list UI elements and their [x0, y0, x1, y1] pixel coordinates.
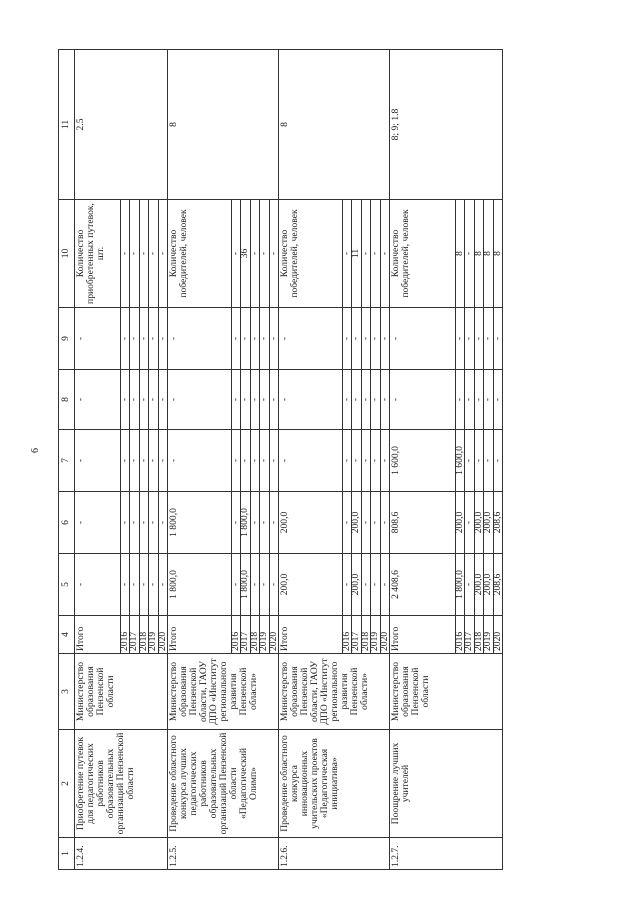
year-cell: 2018 — [361, 616, 371, 654]
value-cell-c9: - — [75, 308, 121, 370]
value-cell-c9: - — [130, 308, 140, 370]
column-header: 6 — [59, 492, 75, 554]
value-cell-c6: 1 800,0 — [168, 492, 232, 554]
column-header: 5 — [59, 554, 75, 616]
value-cell-c8: - — [139, 370, 149, 430]
indicator-value-cell: - — [371, 200, 381, 308]
year-cell: Итого — [279, 616, 343, 654]
value-cell-c6: 1 800,0 — [241, 492, 251, 554]
value-cell-c7: - — [465, 430, 475, 492]
value-cell-c7: - — [269, 430, 279, 492]
value-cell-c7: - — [493, 430, 503, 492]
value-cell-c5: 2 408,6 — [390, 554, 456, 616]
year-cell: 2019 — [260, 616, 270, 654]
value-cell-c5: 1 800,0 — [455, 554, 465, 616]
year-cell: Итого — [75, 616, 121, 654]
value-cell-c6: - — [380, 492, 390, 554]
indicator-value-cell: - — [149, 200, 159, 308]
value-cell-c6: 200,0 — [352, 492, 362, 554]
table-row — [75, 50, 121, 870]
value-cell-c9: - — [371, 308, 381, 370]
value-cell-c8: - — [250, 370, 260, 430]
indicator-label-cell: Количество приобретенных путевок, шт. — [75, 200, 121, 308]
value-cell-c8: - — [390, 370, 456, 430]
indicator-value-cell: - — [130, 200, 140, 308]
value-cell-c7: - — [342, 430, 352, 492]
indicator-value-cell: - — [342, 200, 352, 308]
value-cell-c5: - — [149, 554, 159, 616]
value-cell-c5: 1 800,0 — [168, 554, 232, 616]
value-cell-c8: - — [380, 370, 390, 430]
value-cell-c8: - — [342, 370, 352, 430]
value-cell-c5: 200,0 — [474, 554, 484, 616]
year-cell: 2019 — [484, 616, 494, 654]
column-header: 3 — [59, 654, 75, 730]
value-cell-c5: - — [75, 554, 121, 616]
value-cell-c6: - — [342, 492, 352, 554]
year-cell: 2017 — [352, 616, 362, 654]
column-header: 9 — [59, 308, 75, 370]
value-cell-c5: - — [158, 554, 168, 616]
value-cell-c5: 200,0 — [279, 554, 343, 616]
value-cell-c6: - — [361, 492, 371, 554]
value-cell-c6: - — [371, 492, 381, 554]
year-cell: 2016 — [231, 616, 241, 654]
executor-cell: Министерство образования Пензенской области, ГАОУ ДПО «Институт регионального развития Пензенской области» — [168, 654, 279, 730]
value-cell-c9: - — [474, 308, 484, 370]
executor-cell: Министерство образования Пензенской области — [75, 654, 168, 730]
value-cell-c7: - — [130, 430, 140, 492]
value-cell-c8: - — [231, 370, 241, 430]
indicator-value-cell: 11 — [352, 200, 362, 308]
value-cell-c8: - — [168, 370, 232, 430]
indicator-value-cell: 36 — [241, 200, 251, 308]
column-header: 7 — [59, 430, 75, 492]
value-cell-c5: 208,6 — [493, 554, 503, 616]
value-cell-c7: 1 600,0 — [390, 430, 456, 492]
value-cell-c7: - — [260, 430, 270, 492]
year-cell: Итого — [168, 616, 232, 654]
value-cell-c5: - — [260, 554, 270, 616]
value-cell-c9: - — [465, 308, 475, 370]
column-header: 2 — [59, 730, 75, 838]
link-cell: 8 — [168, 50, 279, 200]
value-cell-c7: - — [149, 430, 159, 492]
value-cell-c6: - — [130, 492, 140, 554]
value-cell-c6: 200,0 — [279, 492, 343, 554]
value-cell-c9: - — [352, 308, 362, 370]
value-cell-c5: - — [465, 554, 475, 616]
value-cell-c8: - — [352, 370, 362, 430]
column-header: 8 — [59, 370, 75, 430]
year-cell: 2017 — [130, 616, 140, 654]
value-cell-c7: - — [474, 430, 484, 492]
value-cell-c5: 200,0 — [484, 554, 494, 616]
value-cell-c9: - — [168, 308, 232, 370]
value-cell-c9: - — [269, 308, 279, 370]
header-row — [59, 50, 75, 870]
value-cell-c5: - — [361, 554, 371, 616]
value-cell-c6: 208,6 — [493, 492, 503, 554]
value-cell-c7: - — [168, 430, 232, 492]
indicator-value-cell: - — [269, 200, 279, 308]
indicator-value-cell: 8 — [455, 200, 465, 308]
value-cell-c6: - — [139, 492, 149, 554]
value-cell-c8: - — [371, 370, 381, 430]
indicator-label-cell: Количество победителей, человек — [390, 200, 456, 308]
value-cell-c9: - — [120, 308, 130, 370]
value-cell-c8: - — [149, 370, 159, 430]
value-cell-c6: 200,0 — [484, 492, 494, 554]
value-cell-c5: - — [231, 554, 241, 616]
year-cell: 2018 — [139, 616, 149, 654]
indicator-label-cell: Количество победителей, человек — [279, 200, 343, 308]
value-cell-c5: - — [371, 554, 381, 616]
value-cell-c7: - — [352, 430, 362, 492]
item-number-cell: 1.2.6. — [279, 838, 390, 870]
value-cell-c8: - — [279, 370, 343, 430]
indicator-value-cell: - — [465, 200, 475, 308]
value-cell-c7: - — [380, 430, 390, 492]
year-cell: 2016 — [120, 616, 130, 654]
value-cell-c8: - — [269, 370, 279, 430]
value-cell-c7: - — [250, 430, 260, 492]
indicator-value-cell: - — [250, 200, 260, 308]
item-name-cell: Проведение областного конкурса инновационных учительских проектов «Педагогическая инициатива» — [279, 730, 390, 838]
value-cell-c5: - — [342, 554, 352, 616]
value-cell-c6: - — [75, 492, 121, 554]
year-cell: Итого — [390, 616, 456, 654]
value-cell-c8: - — [130, 370, 140, 430]
value-cell-c9: - — [484, 308, 494, 370]
value-cell-c8: - — [241, 370, 251, 430]
value-cell-c9: - — [250, 308, 260, 370]
value-cell-c9: - — [241, 308, 251, 370]
year-cell: 2020 — [269, 616, 279, 654]
value-cell-c7: - — [75, 430, 121, 492]
value-cell-c9: - — [361, 308, 371, 370]
value-cell-c8: - — [120, 370, 130, 430]
value-cell-c5: - — [130, 554, 140, 616]
indicator-value-cell: 8 — [493, 200, 503, 308]
value-cell-c7: - — [241, 430, 251, 492]
value-cell-c9: - — [139, 308, 149, 370]
indicator-value-cell: - — [231, 200, 241, 308]
executor-cell: Министерство образования Пензенской области, ГАОУ ДПО «Институт регионального развития Пензенской области» — [279, 654, 390, 730]
column-header: 1 — [59, 838, 75, 870]
year-cell: 2020 — [493, 616, 503, 654]
value-cell-c6: - — [231, 492, 241, 554]
page-number: 6 — [30, 448, 41, 453]
value-cell-c9: - — [149, 308, 159, 370]
value-cell-c7: - — [361, 430, 371, 492]
item-name-cell: Проведение областного конкурса лучших педагогических работников образовательных организаций Пензенской области «Педагогический Олимп» — [168, 730, 279, 838]
value-cell-c9: - — [279, 308, 343, 370]
value-cell-c9: - — [158, 308, 168, 370]
value-cell-c7: - — [371, 430, 381, 492]
year-cell: 2016 — [342, 616, 352, 654]
year-cell: 2018 — [250, 616, 260, 654]
indicator-value-cell: - — [361, 200, 371, 308]
value-cell-c7: 1 600,0 — [455, 430, 465, 492]
year-cell: 2018 — [474, 616, 484, 654]
indicator-value-cell: 8 — [484, 200, 494, 308]
value-cell-c5: 1 800,0 — [241, 554, 251, 616]
indicator-label-cell: Количество победителей, человек — [168, 200, 232, 308]
value-cell-c6: - — [250, 492, 260, 554]
year-cell: 2017 — [465, 616, 475, 654]
value-cell-c6: - — [465, 492, 475, 554]
value-cell-c7: - — [279, 430, 343, 492]
value-cell-c6: - — [158, 492, 168, 554]
year-cell: 2019 — [371, 616, 381, 654]
value-cell-c8: - — [484, 370, 494, 430]
table-body — [75, 50, 503, 870]
value-cell-c6: - — [260, 492, 270, 554]
item-number-cell: 1.2.5. — [168, 838, 279, 870]
value-cell-c9: - — [455, 308, 465, 370]
value-cell-c5: - — [120, 554, 130, 616]
value-cell-c6: 200,0 — [455, 492, 465, 554]
value-cell-c8: - — [474, 370, 484, 430]
item-number-cell: 1.2.4. — [75, 838, 168, 870]
value-cell-c9: - — [493, 308, 503, 370]
indicator-value-cell: 8 — [474, 200, 484, 308]
value-cell-c9: - — [231, 308, 241, 370]
year-cell: 2020 — [380, 616, 390, 654]
column-header: 10 — [59, 200, 75, 308]
value-cell-c5: - — [380, 554, 390, 616]
column-header: 11 — [59, 50, 75, 200]
value-cell-c8: - — [158, 370, 168, 430]
table-row — [390, 50, 456, 870]
indicator-value-cell: - — [158, 200, 168, 308]
indicator-value-cell: - — [260, 200, 270, 308]
value-cell-c9: - — [380, 308, 390, 370]
link-cell: 8 — [279, 50, 390, 200]
value-cell-c5: - — [250, 554, 260, 616]
value-cell-c6: 200,0 — [474, 492, 484, 554]
value-cell-c9: - — [260, 308, 270, 370]
rotated-table-container — [58, 50, 606, 870]
value-cell-c6: - — [269, 492, 279, 554]
value-cell-c9: - — [342, 308, 352, 370]
year-cell: 2016 — [455, 616, 465, 654]
year-cell: 2020 — [158, 616, 168, 654]
item-name-cell: Приобретение путевок для педагогических работников образовательных организаций Пензенской области — [75, 730, 168, 838]
value-cell-c8: - — [260, 370, 270, 430]
value-cell-c5: 200,0 — [352, 554, 362, 616]
value-cell-c7: - — [484, 430, 494, 492]
indicator-value-cell: - — [380, 200, 390, 308]
value-cell-c5: - — [139, 554, 149, 616]
value-cell-c5: - — [269, 554, 279, 616]
value-cell-c8: - — [455, 370, 465, 430]
program-table — [58, 49, 503, 870]
item-number-cell: 1.2.7. — [390, 838, 503, 870]
table-row — [168, 50, 232, 870]
value-cell-c7: - — [120, 430, 130, 492]
value-cell-c7: - — [231, 430, 241, 492]
executor-cell: Министерство образования Пензенской области — [390, 654, 503, 730]
value-cell-c7: - — [139, 430, 149, 492]
value-cell-c8: - — [493, 370, 503, 430]
value-cell-c6: 808,6 — [390, 492, 456, 554]
value-cell-c9: - — [390, 308, 456, 370]
value-cell-c8: - — [361, 370, 371, 430]
indicator-value-cell: - — [120, 200, 130, 308]
value-cell-c8: - — [75, 370, 121, 430]
year-cell: 2019 — [149, 616, 159, 654]
value-cell-c6: - — [149, 492, 159, 554]
indicator-value-cell: - — [139, 200, 149, 308]
column-header: 4 — [59, 616, 75, 654]
value-cell-c7: - — [158, 430, 168, 492]
link-cell: 8; 9; 1.8 — [390, 50, 503, 200]
value-cell-c6: - — [120, 492, 130, 554]
item-name-cell: Поощрение лучших учителей — [390, 730, 503, 838]
link-cell: 2.5 — [75, 50, 168, 200]
table-row — [279, 50, 343, 870]
value-cell-c8: - — [465, 370, 475, 430]
year-cell: 2017 — [241, 616, 251, 654]
